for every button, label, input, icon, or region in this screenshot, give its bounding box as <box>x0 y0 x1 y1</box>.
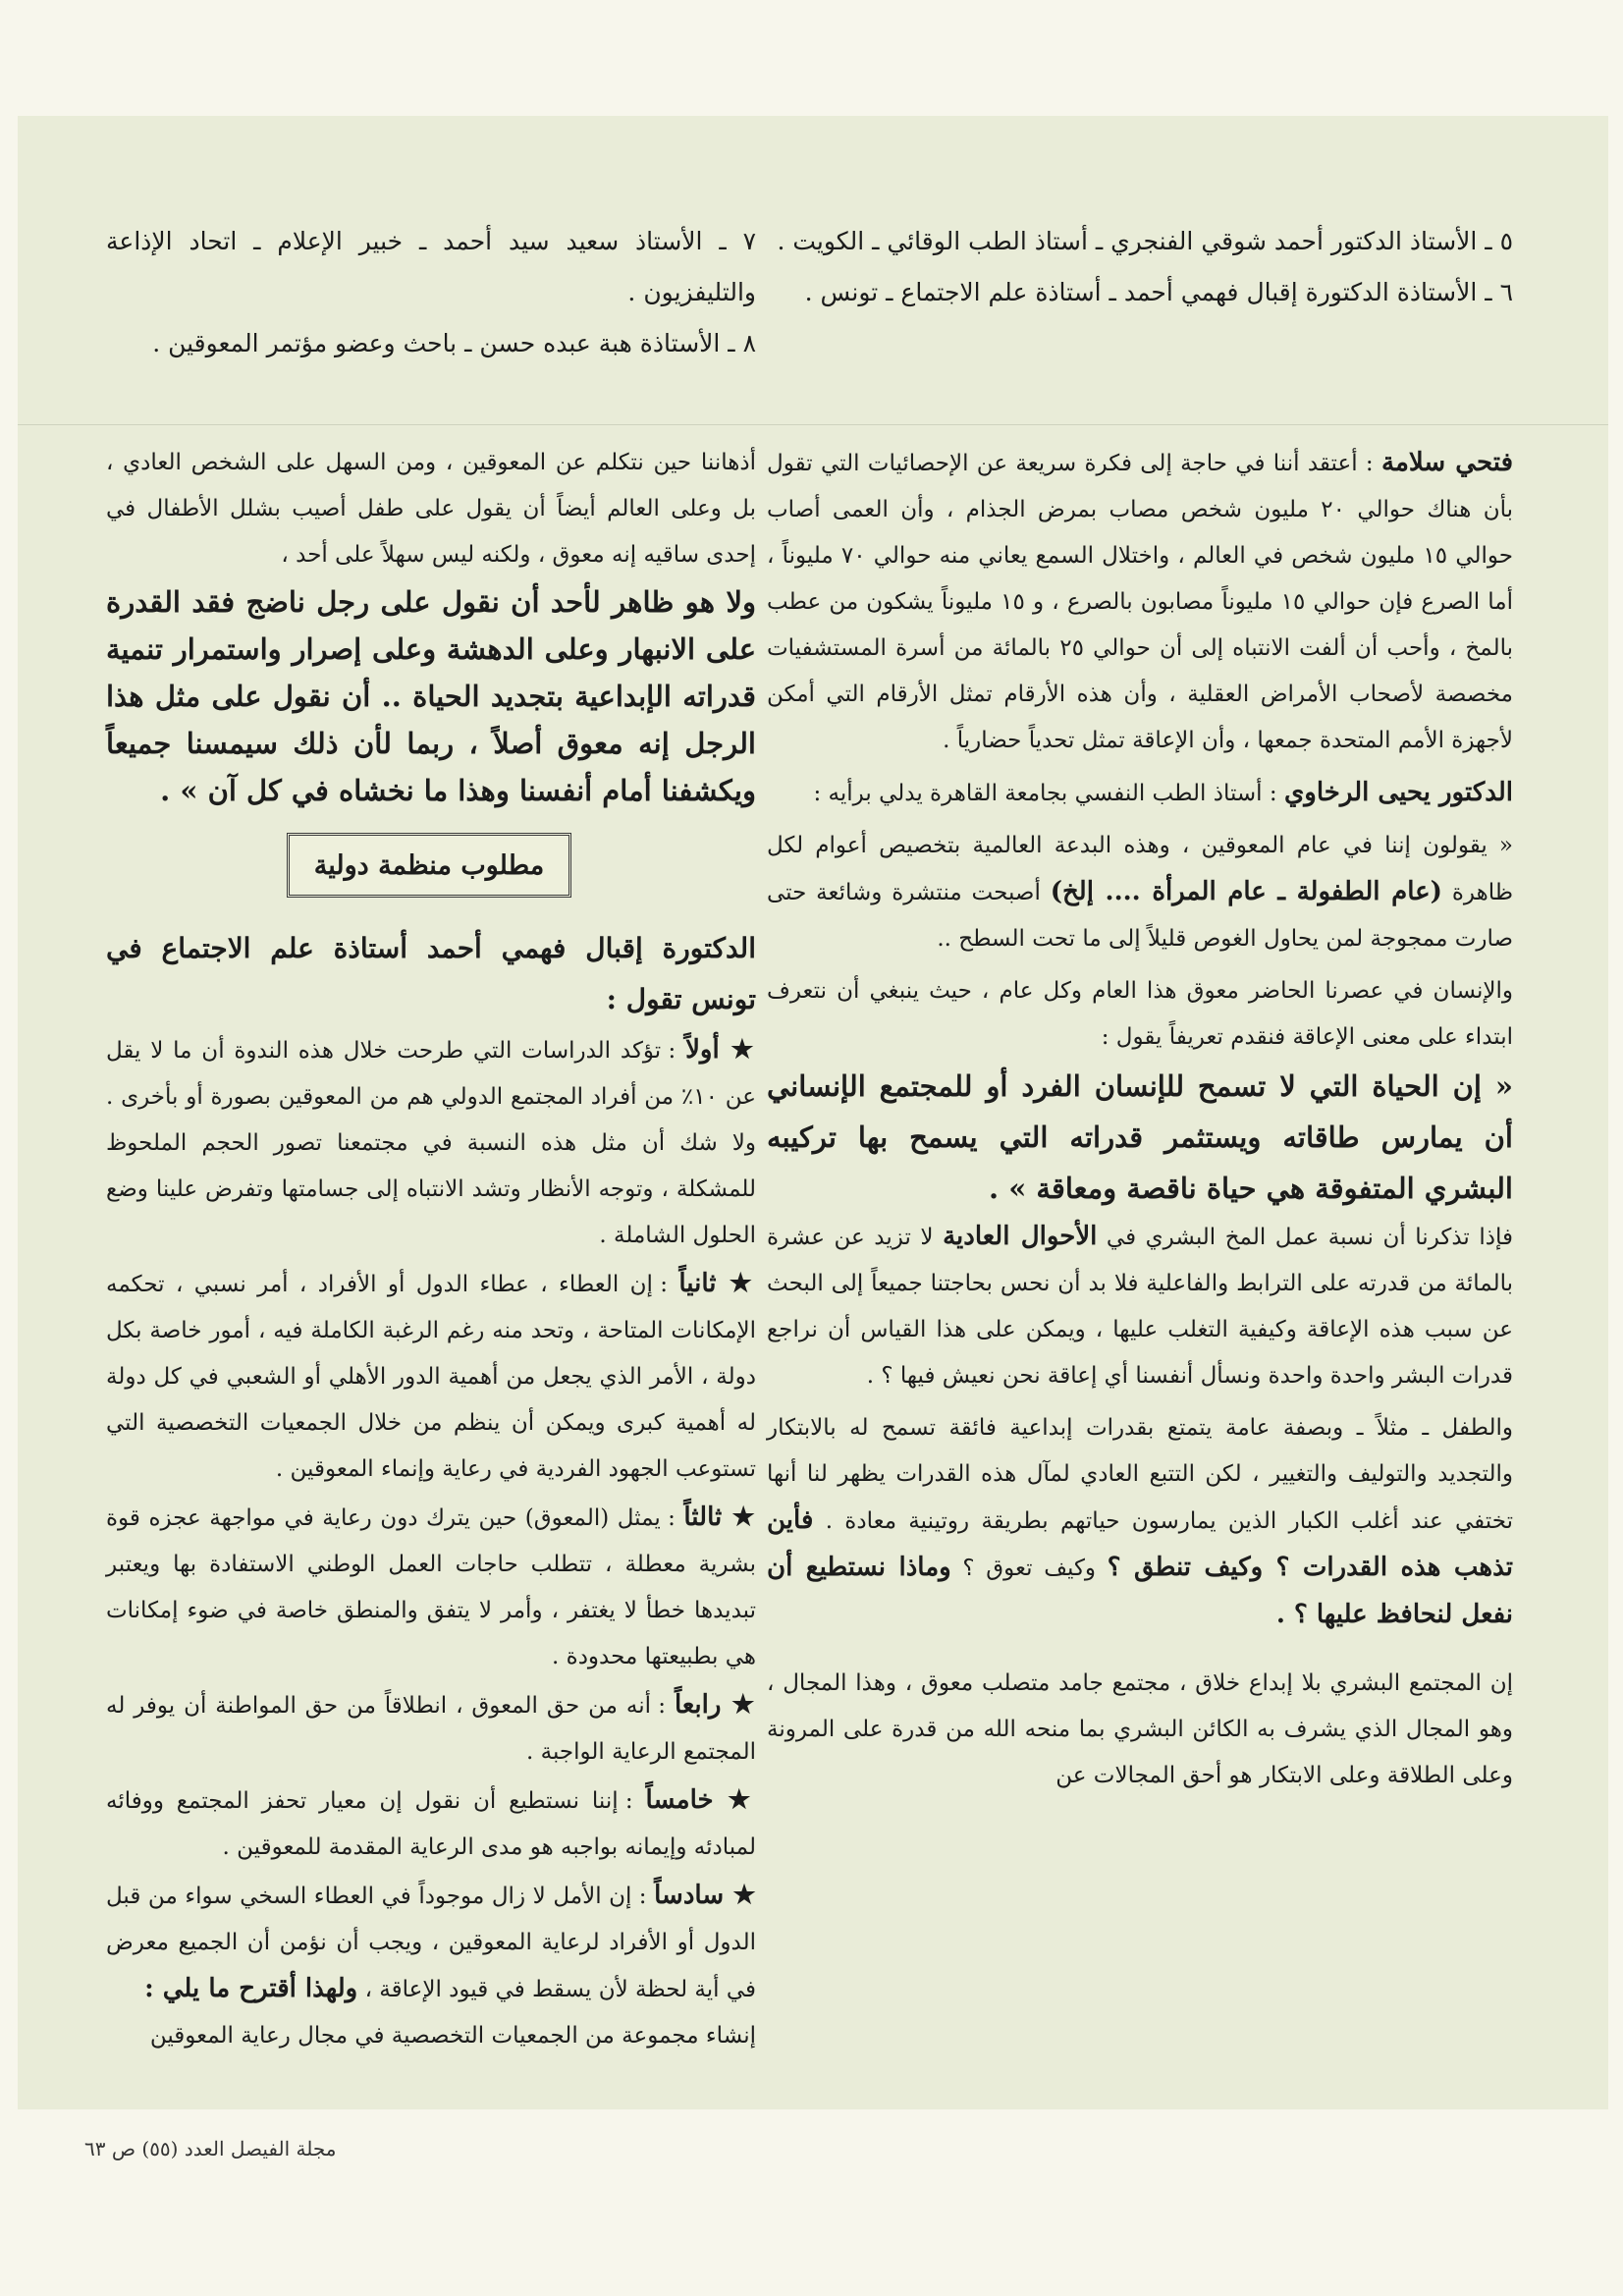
section-divider <box>18 424 1608 425</box>
left-column <box>106 440 756 814</box>
bold-phrase: الأحوال العادية <box>943 1222 1098 1251</box>
paragraph-text: والإنسان في عصرنا الحاضر معوق هذا العام وكل عام ، حيث ينبغي أن نتعرف ابتداء على معنى الإعاقة فنقدم تعريفاً يقول : <box>767 978 1513 1050</box>
right-column <box>767 440 1513 1799</box>
iqbal-section <box>106 923 756 2059</box>
fathi-paragraph <box>767 440 1513 764</box>
iqbal-intro <box>106 923 756 1025</box>
item-label: ★ سادساً <box>654 1881 757 1910</box>
definition-quote <box>767 1061 1513 1214</box>
numbered-list <box>106 1027 756 2013</box>
paragraph-text: أصبحت منتشرة وشائعة حتى صارت ممجوجة لمن يحاول الغوص قليلاً إلى ما تحت السطح .. <box>767 880 1513 952</box>
item-text: : تؤكد الدراسات التي طرحت خلال هذه الندوة أن ما لا يقل عن ١٠٪ من أفراد المجتمع الدولي هم من المعوقين بصورة أو بأخرى . ولا شك أن مثل هذه النسبة في مجتمعنا تصور الحجم الملحوظ للمشكلة ، وتوجه الأنظار وتشد الانتباه إلى جسامتها وتفرض علينا وضع الحلول الشاملة . <box>106 1038 757 1248</box>
item-text: : إن الأمل لا زال موجوداً في العطاء السخي سواء من قبل الدول أو الأفراد لرعاية المعوقين ، ويجب أن نؤمن أن الجميع معرض في أية لحظة لأن يسقط في قيود الإعاقة ، <box>106 1884 756 2002</box>
list-item <box>106 1027 756 1259</box>
section-title-text: مطلوب منظمة دولية <box>313 849 545 881</box>
section-title <box>287 833 571 898</box>
bold-phrase: وماذا نستطيع أن نفعل لنحافظ عليها ؟ . <box>767 1553 1513 1629</box>
list-item <box>106 1682 756 1776</box>
paragraph-text: إن المجتمع البشري بلا إبداع خلاق ، مجتمع جامد متصلب معوق ، وهذا المجال ، وهو المجال الذي يشرف به الكائن البشري بما منحه الله من قدرة على المرونة وعلى الطلاقة وعلى الابتكار هو أحق المجالات عن <box>767 1670 1513 1788</box>
paragraph-text: « يقولون إننا في عام المعوقين ، وهذه البدعة العالمية بتخصيص أعوام لكل ظاهرة <box>767 833 1514 905</box>
page-footer <box>84 2137 337 2160</box>
item-label: ★ ثانياً <box>678 1269 757 1298</box>
participant-7 <box>106 216 756 318</box>
speaker-name: الدكتور يحيى الرخاوي <box>1283 778 1513 807</box>
item-label: ★ أولاً <box>685 1035 757 1065</box>
paragraph-text: : أستاذ الطب النفسي بجامعة القاهرة يدلي برأيه : <box>813 781 1277 806</box>
paragraph <box>767 1214 1513 1399</box>
bold-phrase: (عام الطفولة ـ عام المرأة .... إلخ) <box>1050 877 1442 906</box>
paragraph <box>767 1405 1513 1639</box>
paragraph-text: فإذا تذكرنا أن نسبة عمل المخ البشري في <box>1106 1225 1513 1250</box>
paragraph-text: إنشاء مجموعة من الجمعيات التخصصية في مجال رعاية المعوقين <box>149 2023 756 2049</box>
participant-6 <box>767 267 1513 318</box>
bold-passage <box>106 578 756 814</box>
speaker-name: فتحي سلامة <box>1381 448 1513 477</box>
participant-5 <box>767 216 1513 267</box>
participant-8-text: ٨ ـ الأستاذة هبة عبده حسن ـ باحث وعضو مؤتمر المعوقين . <box>152 329 756 357</box>
list-item <box>106 1495 756 1680</box>
bold-text: ولا هو ظاهر لأحد أن نقول على رجل ناضج فقد القدرة على الانبهار وعلى الدهشة وعلى إصرار واستمرار تنمية قدراته الإبداعية بتجديد الحياة .. أن نقول على مثل هذا الرجل إنه معوق أصلاً ، ربما لأن ذلك سيمسنا جميعاً ويكشفنا أمام أنفسنا وهذا ما نخشاه في كل آن » . <box>106 585 756 807</box>
item-bold-end: ولهذا أقترح ما يلي : <box>144 1974 358 2003</box>
paragraph <box>767 1661 1513 1799</box>
paragraph-text: وكيف تعوق ؟ <box>962 1556 1097 1581</box>
bold-phrase: فأين تذهب هذه القدرات ؟ وكيف تنطق ؟ <box>767 1505 1514 1582</box>
item-label: ★ رابعاً <box>674 1690 756 1720</box>
participant-8 <box>106 318 756 369</box>
item-text: : إن العطاء ، عطاء الدول أو الأفراد ، أمر نسبي ، تحكمه الإمكانات المتاحة ، وتحد منه رغم الرغبة الكاملة فيه ، أمور خاصة بكل دولة ، الأمر الذي يجعل من أهمية الدور الأهلي أو الشعبي في كل دولة له أهمية كبرى ويمكن أن ينظم من خلال الجمعيات التخصصية التي تستوعب الجهود الفردية في رعاية وإنماء المعوقين . <box>106 1272 756 1482</box>
list-item <box>106 1777 756 1871</box>
paragraph-text: : أعتقد أننا في حاجة إلى فكرة سريعة عن الإحصائيات التي تقول بأن هناك حوالي ٢٠ مليون شخص مصاب بمرض الجذام ، وأن العمى أصاب حوالي ١٥ مليون شخص في العالم ، واختلال السمع يعاني منه حوالي ٧٠ مليوناً ، أما الصرع فإن حوالي ١٥ مليوناً مصابون بالصرع ، و ١٥ مليوناً يشكون من عطب بالمخ ، وأحب أن ألفت الانتباه إلى أن حوالي ٢٥ بالمائة من أسرة المستشفيات مخصصة لأصحاب الأمراض العقلية ، وأن هذه الأرقام تمثل الأرقام التي أمكن لأجهزة الأمم المتحدة جمعها ، وأن الإعاقة تمثل تحدياً حضارياً . <box>767 451 1514 753</box>
paragraph-text: أذهاننا حين نتكلم عن المعوقين ، ومن السهل على الشخص العادي ، بل وعلى العالم أيضاً أن يقول على طفل أصيب بشلل الأطفال في إحدى ساقيه إنه معوق ، ولكنه ليس سهلاً على أحد ، <box>106 450 756 568</box>
quote-paragraph <box>767 823 1513 962</box>
definition-text: « إن الحياة التي لا تسمح للإنسان الفرد أو للمجتمع الإنساني أن يمارس طاقاته ويستثمر قدراته التي يسمح بها تركيبه البشري المتفوقة هي حياة ناقصة ومعاقة » . <box>767 1069 1513 1205</box>
intro-text: الدكتورة إقبال فهمي أحمد أستاذة علم الاجتماع في تونس تقول : <box>106 932 756 1015</box>
paragraph <box>767 968 1513 1061</box>
participant-6-text: ٦ ـ الأستاذة الدكتورة إقبال فهمي أحمد ـ أستاذة علم الاجتماع ـ تونس . <box>804 278 1513 306</box>
last-line <box>106 2013 756 2059</box>
participant-list-right <box>767 216 1513 318</box>
footer-text: مجلة الفيصل العدد (٥٥) ص ٦٣ <box>84 2137 337 2160</box>
participant-7-text: ٧ ـ الأستاذ سعيد سيد أحمد ـ خبير الإعلام ـ اتحاد الإذاعة والتليفزيون . <box>106 227 756 306</box>
paragraph-text: لا تزيد عن عشرة بالمائة من قدرته على الترابط والفاعلية فلا بد أن نحس بحاجتنا جميعاً إلى البحث عن سبب هذه الإعاقة وكيفية التغلب عليها ، ويمكن على هذا القياس أن نراجع قدرات البشر واحدة واحدة ونسأل أنفسنا أي إعاقة نحن نعيش فيها ؟ . <box>767 1225 1513 1389</box>
item-label: ★ خامساً <box>645 1785 757 1815</box>
continuation-paragraph <box>106 440 756 578</box>
participant-list-left <box>106 216 756 369</box>
participant-5-text: ٥ ـ الأستاذ الدكتور أحمد شوقي الفنجري ـ أستاذ الطب الوقائي ـ الكويت . <box>777 227 1513 255</box>
yahya-paragraph <box>767 770 1513 817</box>
list-item <box>106 1873 756 2013</box>
item-text: : أنه من حق المعوق ، انطلاقاً من حق المواطنة أن يوفر له المجتمع الرعاية الواجبة . <box>106 1693 756 1765</box>
paragraph-text: والطفل ـ مثلاً ـ وبصفة عامة يتمتع بقدرات إبداعية فائقة تسمح له بالابتكار والتجديد والتوليف والتغيير ، لكن التتبع العادي لمآل هذه القدرات يظهر لنا أنها تختفي عند أغلب الكبار الذين يمارسون حياتهم بطريقة روتينية معادة . <box>767 1415 1513 1534</box>
item-label: ★ ثالثاً <box>683 1503 756 1532</box>
item-text: : يمثل (المعوق) حين يترك دون رعاية في مواجهة عجزه قوة بشرية معطلة ، تتطلب حاجات العمل الوطني الاستفادة بها ويعتبر تبديدها خطأ لا يغتفر ، وأمر لا يتفق والمنطق خاصة في ضوء إمكانات هي بطبيعتها محدودة . <box>106 1505 756 1669</box>
item-text: : إننا نستطيع أن نقول إن معيار تحفز المجتمع ووفائه لمبادئه وإيمانه بواجبه هو مدى الرعاية المقدمة للمعوقين . <box>106 1788 756 1860</box>
list-item <box>106 1261 756 1493</box>
